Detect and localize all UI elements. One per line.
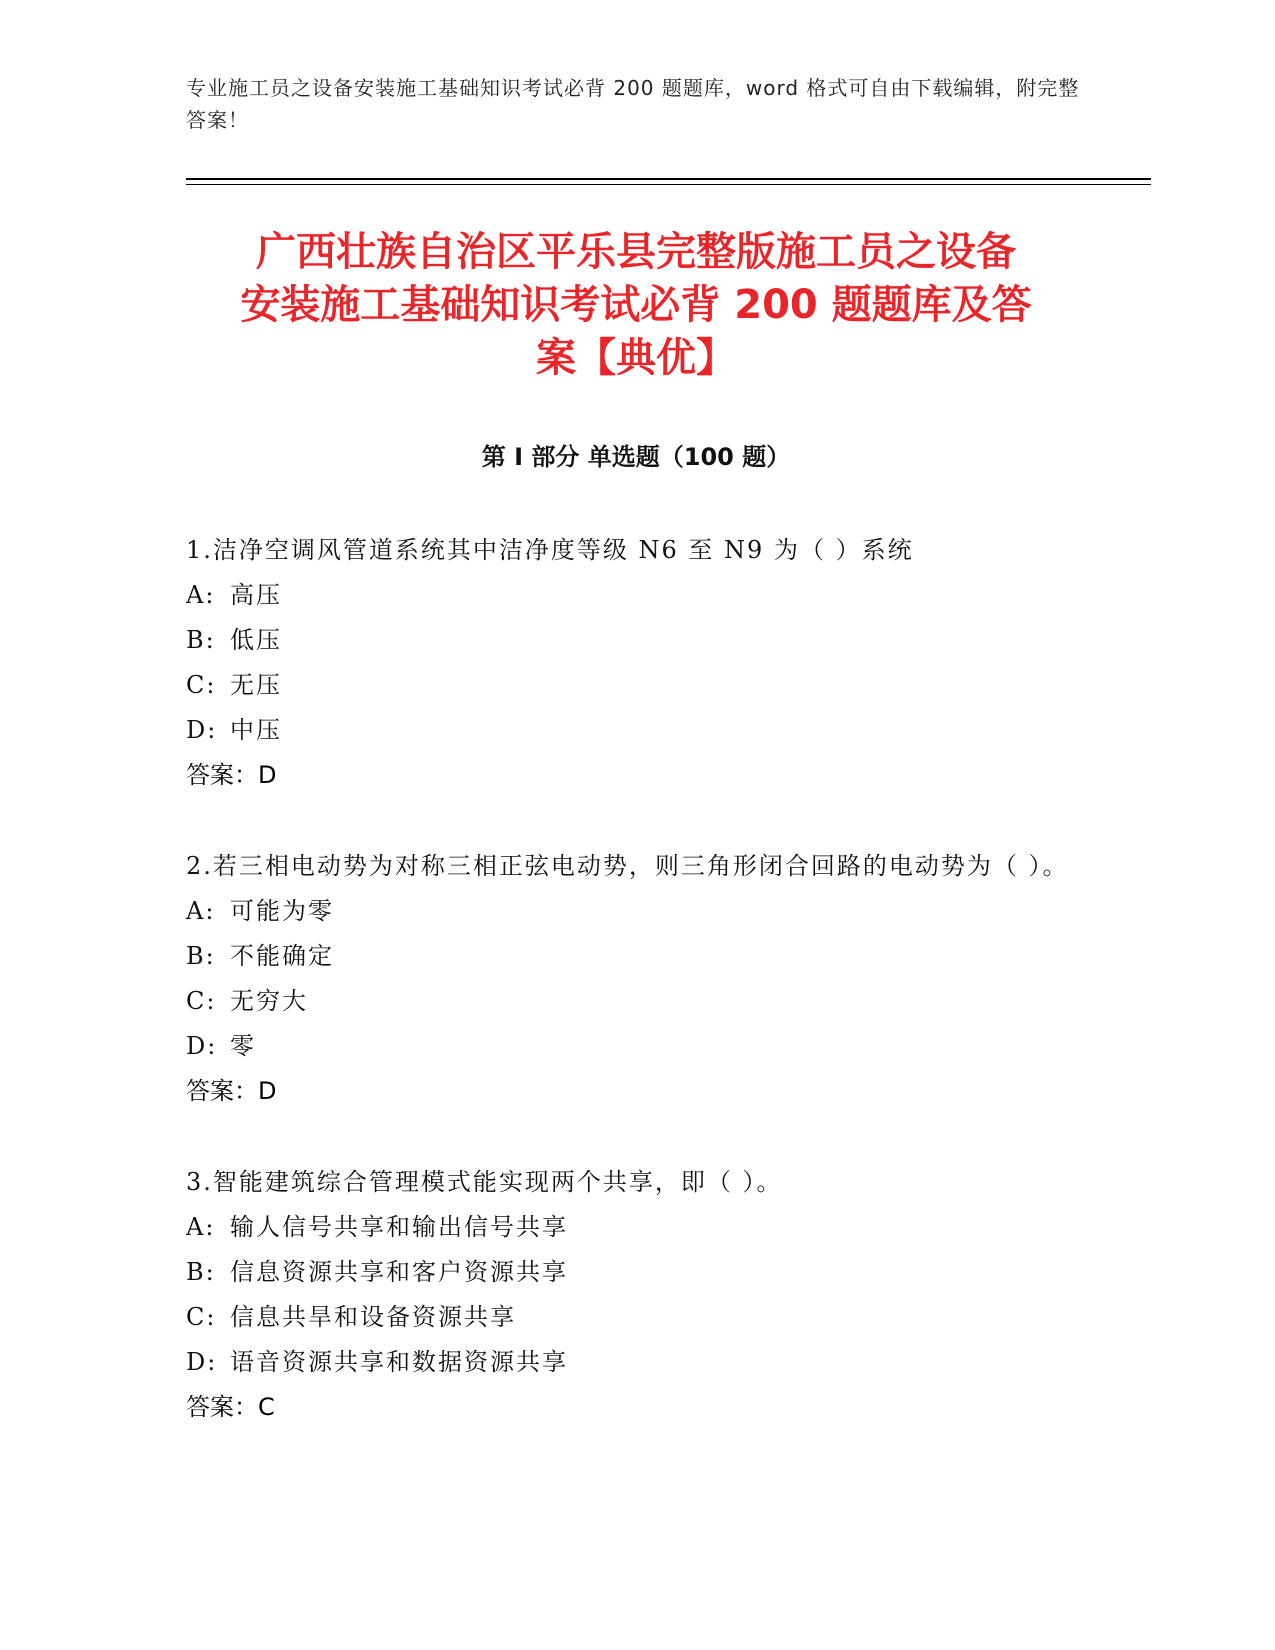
option-b xyxy=(186,934,1086,979)
option-letter: B: xyxy=(186,942,216,970)
question-2 xyxy=(186,844,1086,1114)
question-stem: 3.智能建筑综合管理模式能实现两个共享，即（ ）。 xyxy=(186,1168,783,1196)
option-text: 语音资源共享和数据资源共享 xyxy=(230,1348,568,1376)
option-letter: C: xyxy=(186,671,217,699)
title-line-3: 案【典优】 xyxy=(536,335,736,381)
option-text: 可能为零 xyxy=(230,897,334,925)
option-letter: D: xyxy=(186,1032,218,1060)
option-letter: C: xyxy=(186,987,217,1015)
option-letter: B: xyxy=(186,626,216,654)
title-line-1: 广西壮族自治区平乐县完整版施工员之设备 xyxy=(256,229,1016,275)
option-b xyxy=(186,618,1086,663)
option-text: 不能确定 xyxy=(230,942,334,970)
option-c xyxy=(186,979,1086,1024)
section-title: 第 I 部分 单选题（100 题） xyxy=(481,443,791,471)
header-divider-thin xyxy=(186,184,1151,185)
option-text: 无压 xyxy=(230,671,282,699)
question-3 xyxy=(186,1160,1086,1430)
header-divider-thick xyxy=(186,178,1151,180)
option-a xyxy=(186,889,1086,934)
question-list xyxy=(186,528,1086,1476)
document-title xyxy=(186,226,1086,385)
option-text: 高压 xyxy=(230,581,282,609)
option-d xyxy=(186,1024,1086,1069)
title-line-2: 安装施工基础知识考试必背 200 题题库及答 xyxy=(240,282,1032,328)
option-text: 低压 xyxy=(230,626,282,654)
option-a xyxy=(186,1205,1086,1250)
option-text: 信息共旱和设备资源共享 xyxy=(230,1303,516,1331)
option-text: 中压 xyxy=(230,716,282,744)
option-d xyxy=(186,1340,1086,1385)
option-letter: A: xyxy=(186,581,216,609)
option-d xyxy=(186,708,1086,753)
option-text: 无穷大 xyxy=(230,987,308,1015)
option-a xyxy=(186,573,1086,618)
option-b xyxy=(186,1250,1086,1295)
answer: 答案：C xyxy=(186,1393,275,1421)
option-text: 零 xyxy=(230,1032,256,1060)
answer: 答案：D xyxy=(186,1077,277,1105)
question-1 xyxy=(186,528,1086,798)
option-letter: C: xyxy=(186,1303,217,1331)
option-letter: A: xyxy=(186,897,216,925)
option-letter: D: xyxy=(186,1348,218,1376)
option-text: 输人信号共享和输出信号共享 xyxy=(230,1213,568,1241)
option-text: 信息资源共享和客户资源共享 xyxy=(230,1258,568,1286)
option-letter: D: xyxy=(186,716,218,744)
option-c xyxy=(186,1295,1086,1340)
question-stem: 2.若三相电动势为对称三相正弦电动势，则三角形闭合回路的电动势为（ ）。 xyxy=(186,852,1069,880)
option-letter: A: xyxy=(186,1213,216,1241)
option-c xyxy=(186,663,1086,708)
question-stem: 1.洁净空调风管道系统其中洁净度等级 N6 至 N9 为（ ）系统 xyxy=(186,536,914,564)
answer: 答案：D xyxy=(186,761,277,789)
option-letter: B: xyxy=(186,1258,216,1286)
header-note: 专业施工员之设备安装施工基础知识考试必背 200 题题库，word 格式可自由下载编辑，附完整答案！ xyxy=(186,76,1080,132)
